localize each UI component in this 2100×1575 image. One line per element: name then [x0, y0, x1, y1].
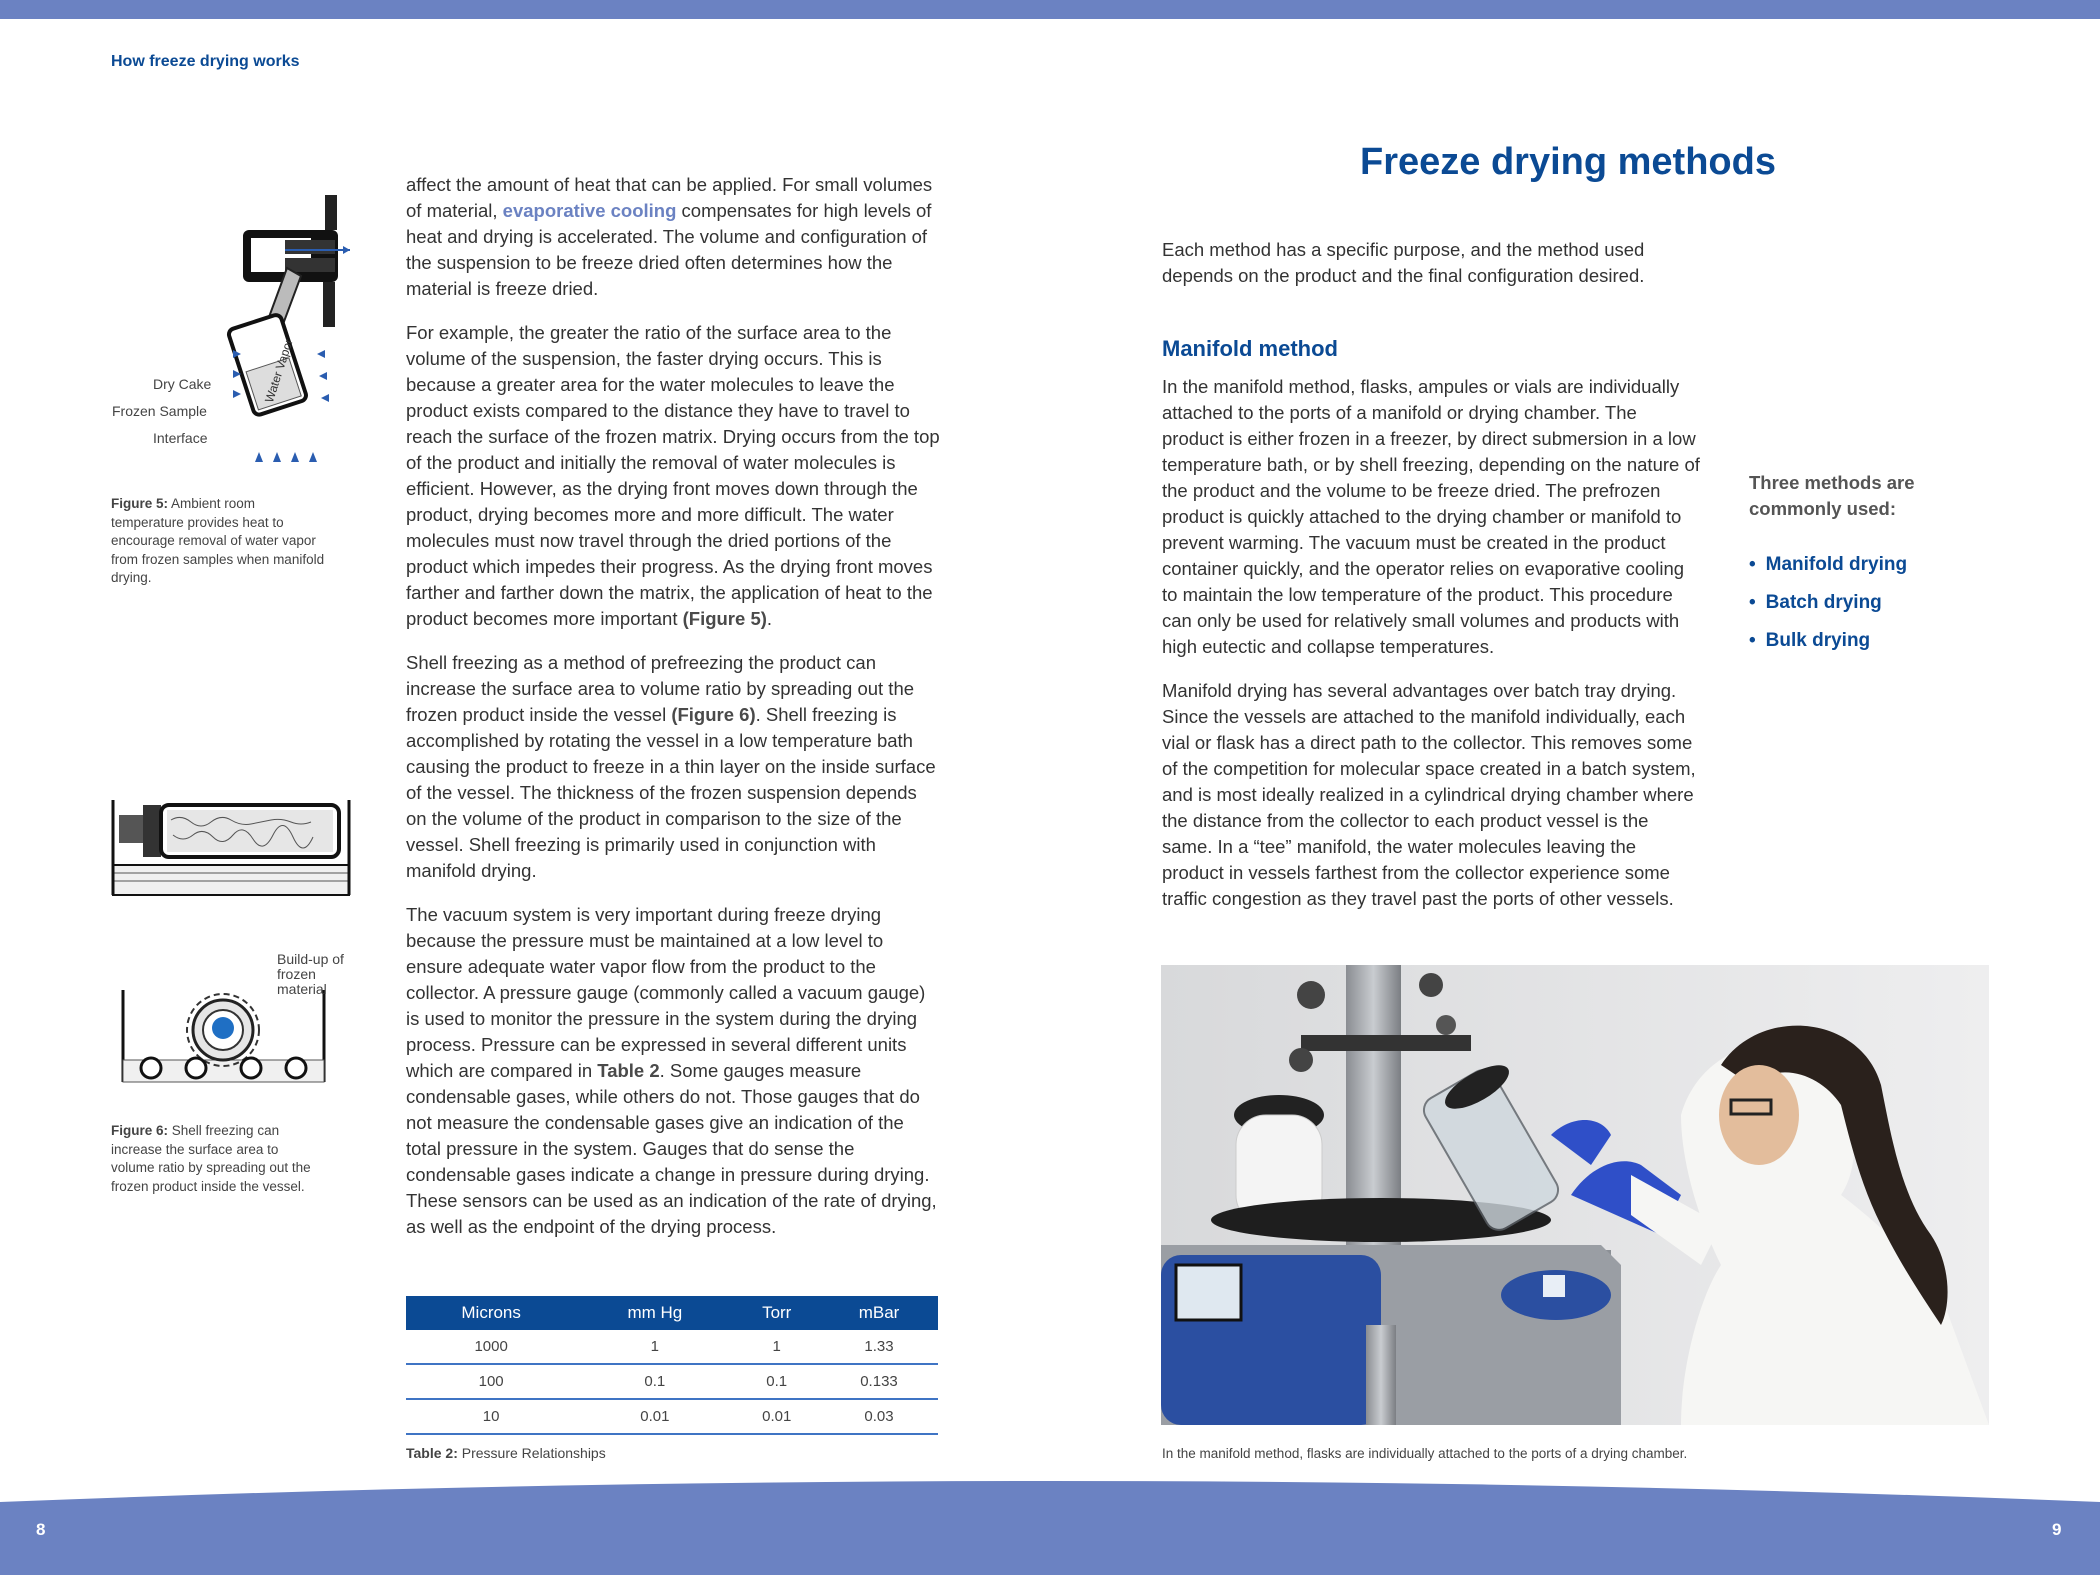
section-header: How freeze drying works	[111, 53, 300, 70]
figure-5-label-frozen-sample: Frozen Sample	[112, 403, 207, 419]
figure-5-illustration	[225, 190, 355, 475]
table-cell: 100	[406, 1364, 576, 1399]
table-cell: 1000	[406, 1330, 576, 1364]
table-cell: 10	[406, 1399, 576, 1434]
table-2-caption-text: Pressure Relationships	[457, 1445, 606, 1461]
manifold-method-photo	[1161, 965, 1989, 1425]
table-cell: 0.01	[733, 1399, 820, 1434]
photo-caption: In the manifold method, flasks are individually attached to the ports of a drying chamber.	[1162, 1446, 1688, 1461]
footer-band	[0, 1480, 2100, 1575]
table-2-reference: Table 2	[597, 1060, 660, 1081]
list-item-bulk-drying: • Bulk drying	[1749, 628, 1907, 666]
list-item-manifold-drying: • Manifold drying	[1749, 552, 1907, 590]
text-run: For example, the greater the ratio of the surface area to the volume of the suspension, the faster drying occurs. This is because a greater area for the water molecules to leave the product exists compared to the distance they have to travel to reach the surface of the frozen matrix. Drying occurs from the top of the product and initially the removal of water molecules is efficient. However, as the drying front moves down through the product, drying becomes more and more difficult. The water molecules must now travel through the dried portions of the product which impedes their progress. As the drying front moves farther and farther down the matrix, the application of heat to the product becomes more important	[406, 322, 940, 629]
figure-6-caption-label: Figure 6:	[111, 1123, 169, 1138]
table-cell: 1	[733, 1330, 820, 1364]
figure-6-reference: (Figure 6)	[671, 704, 756, 725]
table-cell: 0.03	[820, 1399, 938, 1434]
text-run: affect the amount of heat that can be applied. For small volumes of material,	[406, 174, 933, 221]
figure-6-shell-vessel-illustration	[111, 795, 351, 900]
methods-list	[1749, 552, 1907, 666]
table-row	[406, 1330, 938, 1364]
left-body-column	[406, 172, 940, 1258]
top-color-band	[0, 0, 2100, 19]
figure-5-caption-label: Figure 5:	[111, 496, 169, 511]
intro-paragraph: Each method has a specific purpose, and the method used depends on the product and the final configuration desired.	[1162, 239, 1645, 286]
paragraph	[406, 902, 940, 1240]
table-header-cell: Torr	[733, 1296, 820, 1330]
paragraph: Manifold drying has several advantages over batch tray drying. Since the vessels are attached to the manifold individually, each vial or flask has a direct path to the collector. This removes some of the competition for molecular space created in a batch system, and is most ideally realized in a cylindrical drying chamber where the distance from the collector to each product vessel is the same. In a “tee” manifold, the water molecules leaving the product in vessels farthest from the collector experience some traffic congestion as they travel past the ports of other vessels.	[1162, 680, 1696, 909]
text-run: compensates for high levels of heat and drying is accelerated. The volume and configuration of the suspension to be freeze dried often determines how the material is freeze dried.	[406, 200, 932, 299]
text-run: The vacuum system is very important during freeze drying because the pressure must be maintained at a low level to ensure adequate water vapor flow from the product to the collector. A pressure gauge (commonly called a vacuum gauge) is used to monitor the pressure in the system during the drying process. Pressure can be expressed in several different units which are compared in	[406, 904, 926, 1081]
figure-6-label: Build-up of frozen material	[277, 951, 344, 997]
table-cell: 0.1	[733, 1364, 820, 1399]
text-run: . Shell freezing is accomplished by rotating the vessel in a low temperature bath causing the product to freeze in a thin layer on the inside surface of the vessel. The thickness of the frozen suspension depends on the volume of the product in comparison to the size of the vessel. Shell freezing is primarily used in conjunction with manifold drying.	[406, 704, 936, 881]
figure-5-reference: (Figure 5)	[682, 608, 767, 629]
table-header-cell: mBar	[820, 1296, 938, 1330]
text-run: .	[766, 608, 773, 629]
list-item-batch-drying: • Batch drying	[1749, 590, 1907, 628]
table-2-caption-label: Table 2:	[406, 1445, 458, 1461]
table-header-row	[406, 1296, 938, 1330]
table-header-cell: mm Hg	[576, 1296, 733, 1330]
figure-6-rotating-vessel-illustration	[121, 990, 326, 1085]
table-cell: 1.33	[820, 1330, 938, 1364]
table-2-caption	[406, 1445, 606, 1461]
figure-6-caption	[111, 1122, 321, 1196]
figure-5-caption	[111, 495, 326, 588]
paragraph	[406, 320, 940, 632]
figure-5-label-interface: Interface	[153, 430, 208, 446]
manifold-method-heading: Manifold method	[1162, 336, 1338, 361]
figure-5-label-dry-cake: Dry Cake	[153, 376, 212, 392]
table-cell: 0.133	[820, 1364, 938, 1399]
sidebar-heading: Three methods are commonly used:	[1749, 472, 1915, 519]
paragraph	[406, 650, 940, 884]
table-header-cell: Microns	[406, 1296, 576, 1330]
figure-6-caption-text: Shell freezing can increase the surface area to volume ratio by spreading out the frozen product inside the vessel.	[111, 1123, 311, 1194]
table-cell: 1	[576, 1330, 733, 1364]
table-cell: 0.01	[576, 1399, 733, 1434]
evaporative-cooling-link[interactable]: evaporative cooling	[502, 200, 677, 221]
figure-5-caption-text: Ambient room temperature provides heat to encourage removal of water vapor from frozen samples when manifold drying.	[111, 496, 325, 585]
text-run: . Some gauges measure condensable gases, while others do not. Those gauges that do not measure the condensable gases give an indication of the total pressure in the system. Gauges that do sense the condensable gases indicate a change in pressure during drying. These sensors can be used as an indication of the rate of drying, as well as the endpoint of the drying process.	[406, 1060, 937, 1237]
table-row	[406, 1364, 938, 1399]
page-title: Freeze drying methods	[1360, 141, 1776, 183]
table-row	[406, 1399, 938, 1434]
paragraph	[406, 172, 940, 302]
table-cell: 0.1	[576, 1364, 733, 1399]
page-number-right: 9	[2052, 1520, 2062, 1539]
page-number-left: 8	[36, 1520, 46, 1539]
figure-5-label-water-vapor: Water Vapor	[262, 337, 296, 405]
pressure-table	[406, 1296, 938, 1435]
right-body-column	[1162, 374, 1702, 930]
paragraph: In the manifold method, flasks, ampules or vials are individually attached to the ports of a manifold or drying chamber. The product is either frozen in a freezer, by direct submersion in a low temperature bath, or by shell freezing, depending on the nature of the product and the volume to be freeze dried. The prefrozen product is quickly attached to the drying chamber or manifold to prevent warming. The vacuum must be created in the product container quickly, and the operator relies on evaporative cooling to maintain the low temperature of the product. This procedure can only be used for relatively small volumes and products with high eutectic and collapse temperatures.	[1162, 376, 1700, 657]
text-run: Shell freezing as a method of prefreezing the product can increase the surface area to volume ratio by spreading out the frozen product inside the vessel	[406, 652, 915, 725]
